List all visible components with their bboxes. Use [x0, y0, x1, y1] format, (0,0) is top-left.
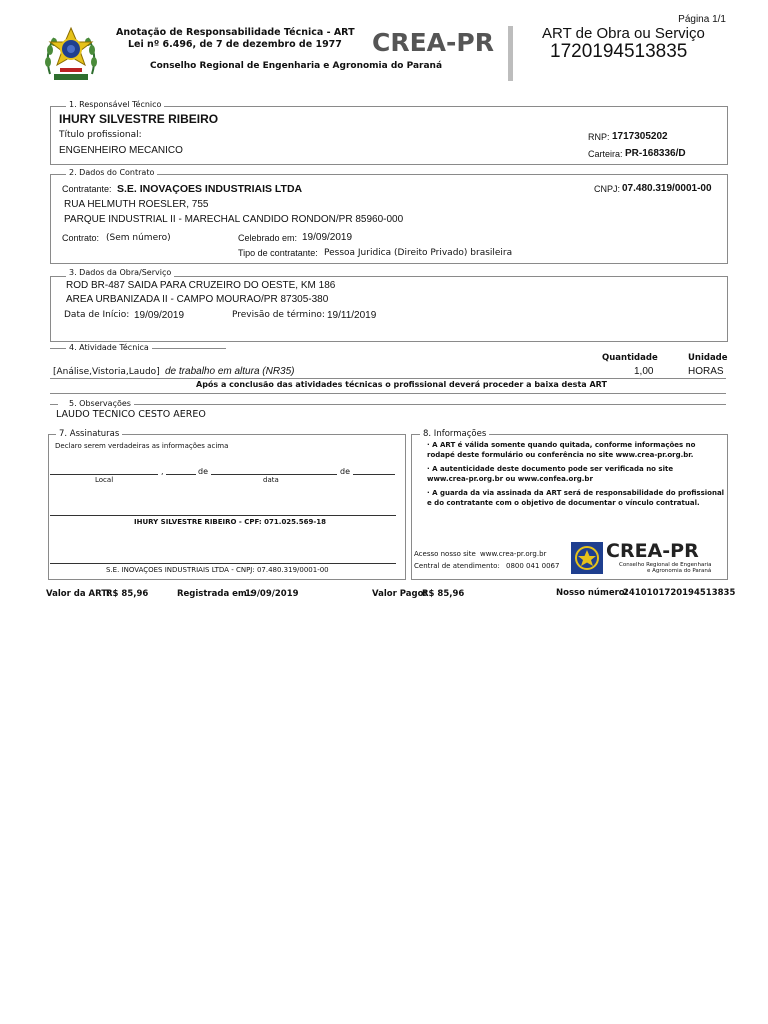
de-separator-1: de [198, 467, 208, 476]
crea-logo-text: CREA-PR [606, 540, 699, 562]
cnpj-label: CNPJ: [594, 184, 621, 194]
valor-pago-value: R$ 85,96 [422, 589, 465, 599]
crest-emblem [40, 24, 102, 86]
acesso-site-link[interactable]: www.crea-pr.org.br [480, 550, 547, 558]
section-title-obra: 3. Dados da Obra/Serviço [66, 268, 174, 277]
activity-bracket: [Análise,Vistoria,Laudo] [53, 367, 160, 377]
carteira-value: PR-168336/D [625, 148, 686, 159]
law-reference: Lei nº 6.496, de 7 de dezembro de 1977 [128, 39, 342, 50]
contrato-label: Contrato: [62, 233, 100, 243]
professional-signature-name: IHURY SILVESTRE RIBEIRO - CPF: 071.025.569-18 [134, 518, 326, 526]
section-title-informacoes: 8. Informações [420, 429, 489, 439]
tipo-contratante-label: Tipo de contratante: [238, 248, 318, 258]
termino-value: 19/11/2019 [327, 310, 377, 321]
title-value: ENGENHEIRO MECANICO [59, 145, 183, 156]
title-label: Título profissional: [59, 130, 142, 140]
observacoes-text: LAUDO TECNICO CESTO AEREO [56, 409, 206, 420]
contratante-signature-name: S.E. INOVAÇOES INDUSTRIAIS LTDA - CNPJ: 07.480.319/0001-00 [106, 566, 329, 574]
observacoes-divider-left [50, 404, 58, 405]
section-title-observacoes: 5. Observações [66, 399, 134, 408]
nosso-numero-value: 2410101720194513835 [623, 588, 736, 598]
contratante-address-line1: RUA HELMUTH ROESLER, 755 [64, 199, 209, 210]
valor-art-label: Valor da ART: [46, 589, 111, 599]
central-atendimento-value: 0800 041 0067 [506, 562, 560, 570]
valor-art-value: R$ 85,96 [106, 589, 149, 599]
assinaturas-section [48, 434, 406, 580]
cnpj-value: 07.480.319/0001-00 [622, 183, 712, 194]
day-line [166, 474, 196, 475]
activity-description: de trabalho em altura (NR35) [165, 366, 295, 377]
crea-logo-badge [571, 542, 603, 574]
acesso-site-label: Acesso nosso site [414, 550, 476, 558]
celebrado-label: Celebrado em: [238, 233, 298, 243]
registrada-label: Registrada em : [177, 589, 254, 599]
atividade-note: Após a conclusão das atividades técnicas o profissional deverá proceder a baixa desta ART [196, 380, 607, 389]
professional-signature-line [50, 515, 396, 516]
info-item3-line1: · A guarda da via assinada da ART será de responsabilidade do profissional [427, 489, 725, 497]
termino-label: Previsão de término: [232, 310, 325, 320]
local-label: Local [95, 476, 114, 484]
rnp-value: 1717305202 [612, 131, 668, 142]
obra-address-line1: ROD BR-487 SAIDA PARA CRUZEIRO DO OESTE, KM 186 [66, 280, 336, 291]
header-divider [508, 26, 513, 81]
art-number: 1720194513835 [550, 41, 688, 62]
celebrado-value: 19/09/2019 [302, 232, 353, 243]
unidade-value: HORAS [688, 366, 724, 377]
crea-seal-icon [571, 542, 603, 574]
contratante-label: Contratante: [62, 184, 112, 194]
observacoes-divider-right [132, 404, 726, 405]
crea-title: CREA-PR [372, 28, 494, 57]
data-label: data [263, 476, 279, 484]
art-title: Anotação de Responsabilidade Técnica - ART [116, 27, 355, 38]
info-item1-line2: rodapé deste formulário ou conferência no site www.crea-pr.org.br. [427, 451, 694, 459]
info-item2-line1: · A autenticidade deste documento pode ser verificada no site [427, 465, 674, 473]
contrato-value: (Sem número) [106, 233, 171, 243]
document-type: ART de Obra ou Serviço [542, 25, 705, 42]
year-line [353, 474, 395, 475]
rnp-label: RNP: [588, 132, 610, 142]
brazil-coat-of-arms-icon [40, 24, 102, 86]
de-separator-2: de [340, 467, 350, 476]
declaro-text: Declaro serem verdadeiras as informações acima [55, 442, 229, 450]
section-title-contrato: 2. Dados do Contrato [66, 168, 157, 177]
obra-address-line2: AREA URBANIZADA II - CAMPO MOURAO/PR 87305-380 [66, 294, 329, 305]
page-indicator: Página 1/1 [678, 14, 726, 25]
section-title-responsavel: 1. Responsável Técnico [66, 100, 164, 109]
quantidade-header: Quantidade [602, 353, 658, 363]
council-name: Conselho Regional de Engenharia e Agronomia do Paraná [150, 61, 443, 71]
info-item2-line2: www.crea-pr.org.br ou www.confea.org.br [427, 475, 593, 483]
crea-logo-subtitle-2: e Agronomia do Paraná [647, 568, 712, 574]
tipo-contratante-value: Pessoa Juridica (Direito Privado) brasileira [324, 248, 513, 258]
quantidade-value: 1,00 [634, 366, 654, 377]
info-item1-line1: · A ART é válida somente quando quitada, conforme informações no [427, 441, 696, 449]
inicio-value: 19/09/2019 [134, 310, 185, 321]
comma-separator: , [161, 467, 164, 476]
month-line [211, 474, 337, 475]
carteira-label: Carteira: [588, 149, 623, 159]
professional-name: IHURY SILVESTRE RIBEIRO [59, 112, 219, 126]
contratante-address-line2: PARQUE INDUSTRIAL II - MARECHAL CANDIDO RONDON/PR 85960-000 [64, 214, 404, 225]
section-title-atividade: 4. Atividade Técnica [66, 343, 152, 352]
info-item3-line2: e do contratante com o objetivo de documentar o vínculo contratual. [427, 499, 700, 507]
local-signature-line [50, 474, 158, 475]
contratante-value: S.E. INOVAÇOES INDUSTRIAIS LTDA [117, 183, 303, 195]
contratante-signature-line [50, 563, 396, 564]
inicio-label: Data de Início: [64, 310, 130, 320]
central-atendimento-label: Central de atendimento: [414, 562, 500, 570]
crea-logo-subtitle-1: Conselho Regional de Engenharia [619, 562, 712, 568]
registrada-value: 19/09/2019 [245, 589, 299, 599]
valor-pago-label: Valor Pago: [372, 589, 427, 599]
nosso-numero-label: Nosso número: [556, 588, 629, 598]
section-title-assinaturas: 7. Assinaturas [56, 429, 122, 439]
unidade-header: Unidade [688, 353, 728, 363]
